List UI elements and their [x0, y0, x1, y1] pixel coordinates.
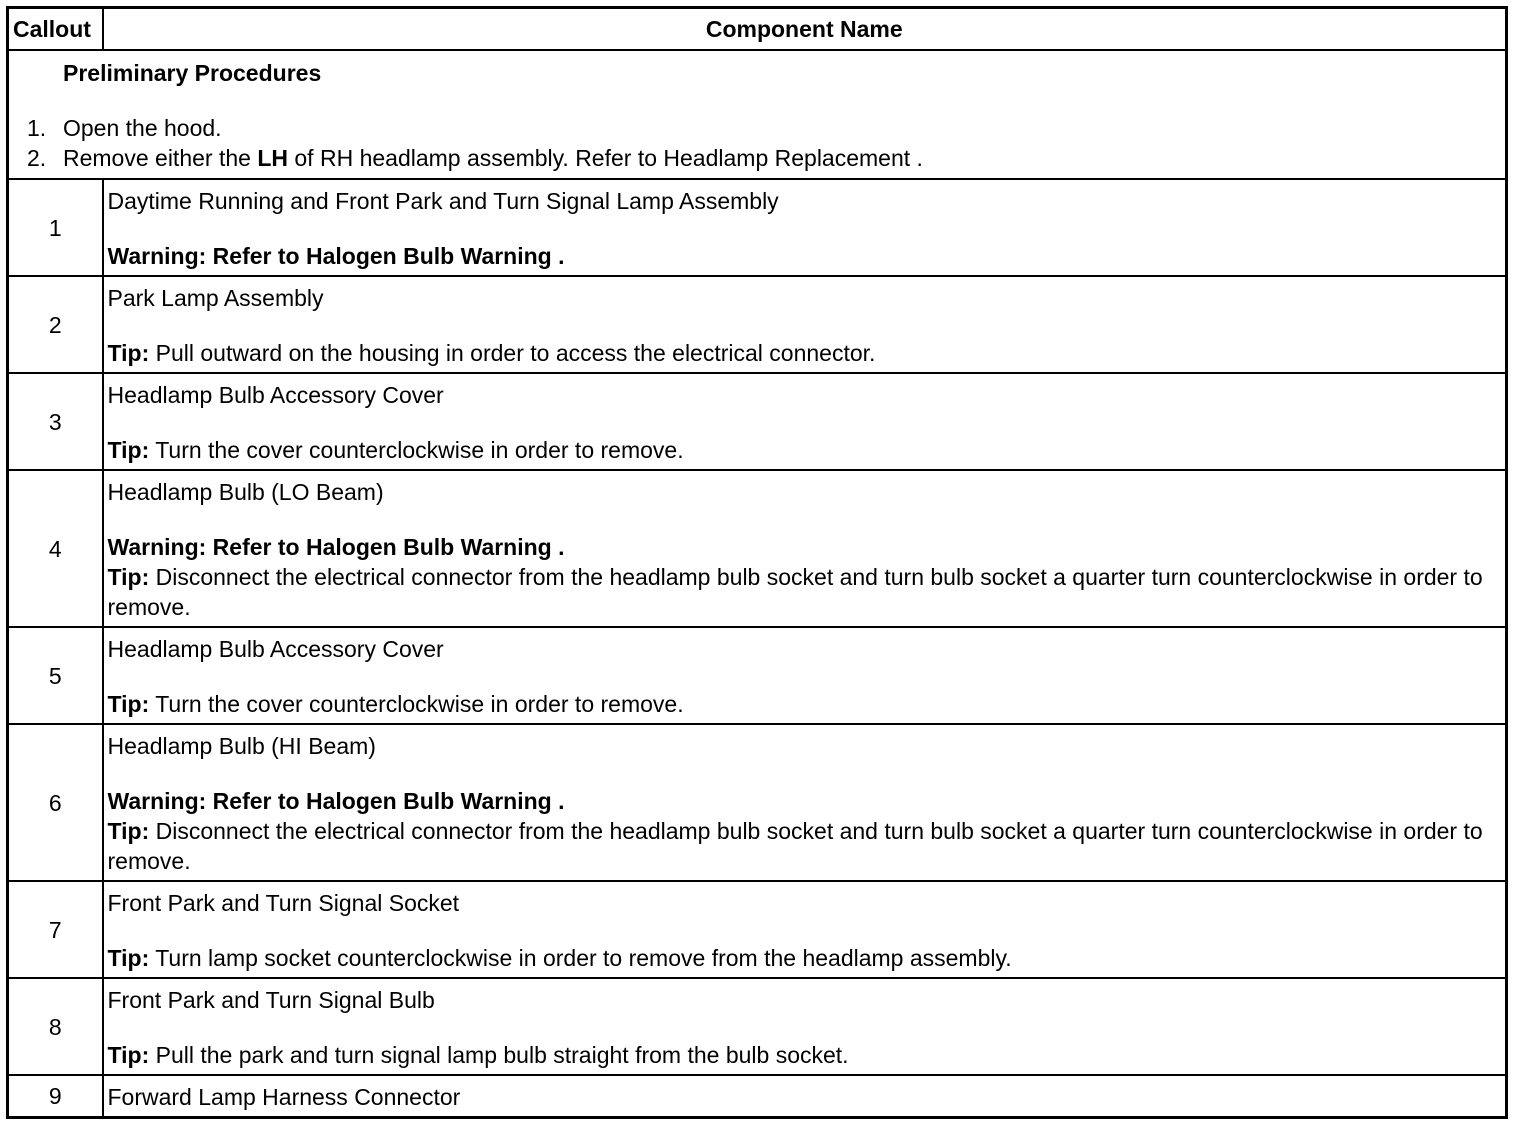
- spacer: [108, 410, 1502, 435]
- step-number: 2.: [27, 145, 47, 171]
- component-description: [103, 881, 1507, 978]
- tip-note: [108, 816, 1502, 876]
- preliminary-step: [9, 143, 1505, 173]
- component-description: [103, 179, 1507, 276]
- table-row: [8, 978, 1507, 1075]
- spacer: [108, 507, 1502, 532]
- warning-note: Warning: Refer to Halogen Bulb Warning .: [107, 243, 565, 269]
- spacer: [108, 664, 1502, 689]
- tip-label: Tip:: [107, 691, 150, 717]
- component-name-header: Component Name: [103, 8, 1507, 51]
- callout-number: 7: [8, 881, 103, 978]
- tip-note: [108, 562, 1502, 622]
- table-row: [8, 373, 1507, 470]
- component-description: [103, 1075, 1507, 1118]
- table-row: [8, 627, 1507, 724]
- callout-number: 4: [8, 470, 103, 627]
- spacer: [108, 761, 1502, 786]
- tip-note: [108, 338, 1502, 368]
- spacer: [108, 216, 1502, 241]
- table-row: [8, 1075, 1507, 1118]
- table-row: [8, 881, 1507, 978]
- component-table: [6, 6, 1508, 1119]
- step-text: Open the hood.: [63, 115, 222, 141]
- tip-label: Tip:: [107, 818, 150, 844]
- spacer: [108, 918, 1502, 943]
- component-name: Headlamp Bulb (HI Beam): [107, 733, 376, 759]
- tip-note: [108, 1040, 1502, 1070]
- step-number: 1.: [27, 115, 47, 141]
- step-text: Remove either the: [63, 145, 258, 171]
- preliminary-row: [8, 50, 1507, 179]
- callout-number: 8: [8, 978, 103, 1075]
- callout-number: 9: [8, 1075, 103, 1118]
- tip-text: Turn lamp socket counterclockwise in order to remove from the headlamp assembly.: [149, 945, 1012, 971]
- warning-note: Warning: Refer to Halogen Bulb Warning .: [107, 788, 565, 814]
- tip-label: Tip:: [107, 1042, 150, 1068]
- tip-text: Disconnect the electrical connector from the headlamp bulb socket and turn bulb socket a quarter turn counterclockwise in order to remove.: [107, 818, 1483, 874]
- table-row: [8, 724, 1507, 881]
- preliminary-procedures: [8, 50, 1507, 179]
- component-name: Front Park and Turn Signal Socket: [107, 890, 460, 916]
- tip-text: Disconnect the electrical connector from the headlamp bulb socket and turn bulb socket a quarter turn counterclockwise in order to remove.: [107, 564, 1483, 620]
- preliminary-step: [9, 113, 1505, 143]
- component-name: Headlamp Bulb Accessory Cover: [107, 636, 444, 662]
- component-description: [103, 276, 1507, 373]
- component-description: [103, 373, 1507, 470]
- callout-number: 2: [8, 276, 103, 373]
- component-name: Headlamp Bulb Accessory Cover: [107, 382, 444, 408]
- callout-number: 6: [8, 724, 103, 881]
- component-name: Forward Lamp Harness Connector: [107, 1084, 461, 1110]
- table-row: [8, 179, 1507, 276]
- callout-number: 1: [8, 179, 103, 276]
- component-description: [103, 978, 1507, 1075]
- tip-text: Turn the cover counterclockwise in order to remove.: [149, 691, 684, 717]
- tip-note: [108, 943, 1502, 973]
- table-row: [8, 276, 1507, 373]
- component-name: Front Park and Turn Signal Bulb: [107, 987, 435, 1013]
- warning-note: Warning: Refer to Halogen Bulb Warning .: [107, 534, 565, 560]
- step-text-rest: of RH headlamp assembly. Refer to Headlamp Replacement .: [288, 145, 923, 171]
- spacer: [108, 1015, 1502, 1040]
- preliminary-steps: [9, 113, 1505, 173]
- component-description: [103, 470, 1507, 627]
- callout-header: Callout: [8, 8, 103, 51]
- component-name: Park Lamp Assembly: [107, 285, 324, 311]
- tip-label: Tip:: [107, 564, 150, 590]
- callout-number: 5: [8, 627, 103, 724]
- step-text-lh: LH: [257, 145, 288, 171]
- component-name: Headlamp Bulb (LO Beam): [107, 479, 384, 505]
- tip-note: [108, 689, 1502, 719]
- tip-note: [108, 435, 1502, 465]
- tip-text: Pull outward on the housing in order to access the electrical connector.: [149, 340, 876, 366]
- tip-text: Pull the park and turn signal lamp bulb straight from the bulb socket.: [149, 1042, 849, 1068]
- header-row: [8, 8, 1507, 51]
- tip-label: Tip:: [107, 340, 150, 366]
- component-rows: [8, 179, 1507, 1118]
- component-description: [103, 627, 1507, 724]
- table-row: [8, 470, 1507, 627]
- preliminary-title: Preliminary Procedures: [63, 60, 322, 86]
- tip-label: Tip:: [107, 437, 150, 463]
- tip-label: Tip:: [107, 945, 150, 971]
- component-description: [103, 724, 1507, 881]
- callout-number: 3: [8, 373, 103, 470]
- tip-text: Turn the cover counterclockwise in order to remove.: [149, 437, 684, 463]
- spacer: [108, 313, 1502, 338]
- component-name: Daytime Running and Front Park and Turn Signal Lamp Assembly: [107, 188, 779, 214]
